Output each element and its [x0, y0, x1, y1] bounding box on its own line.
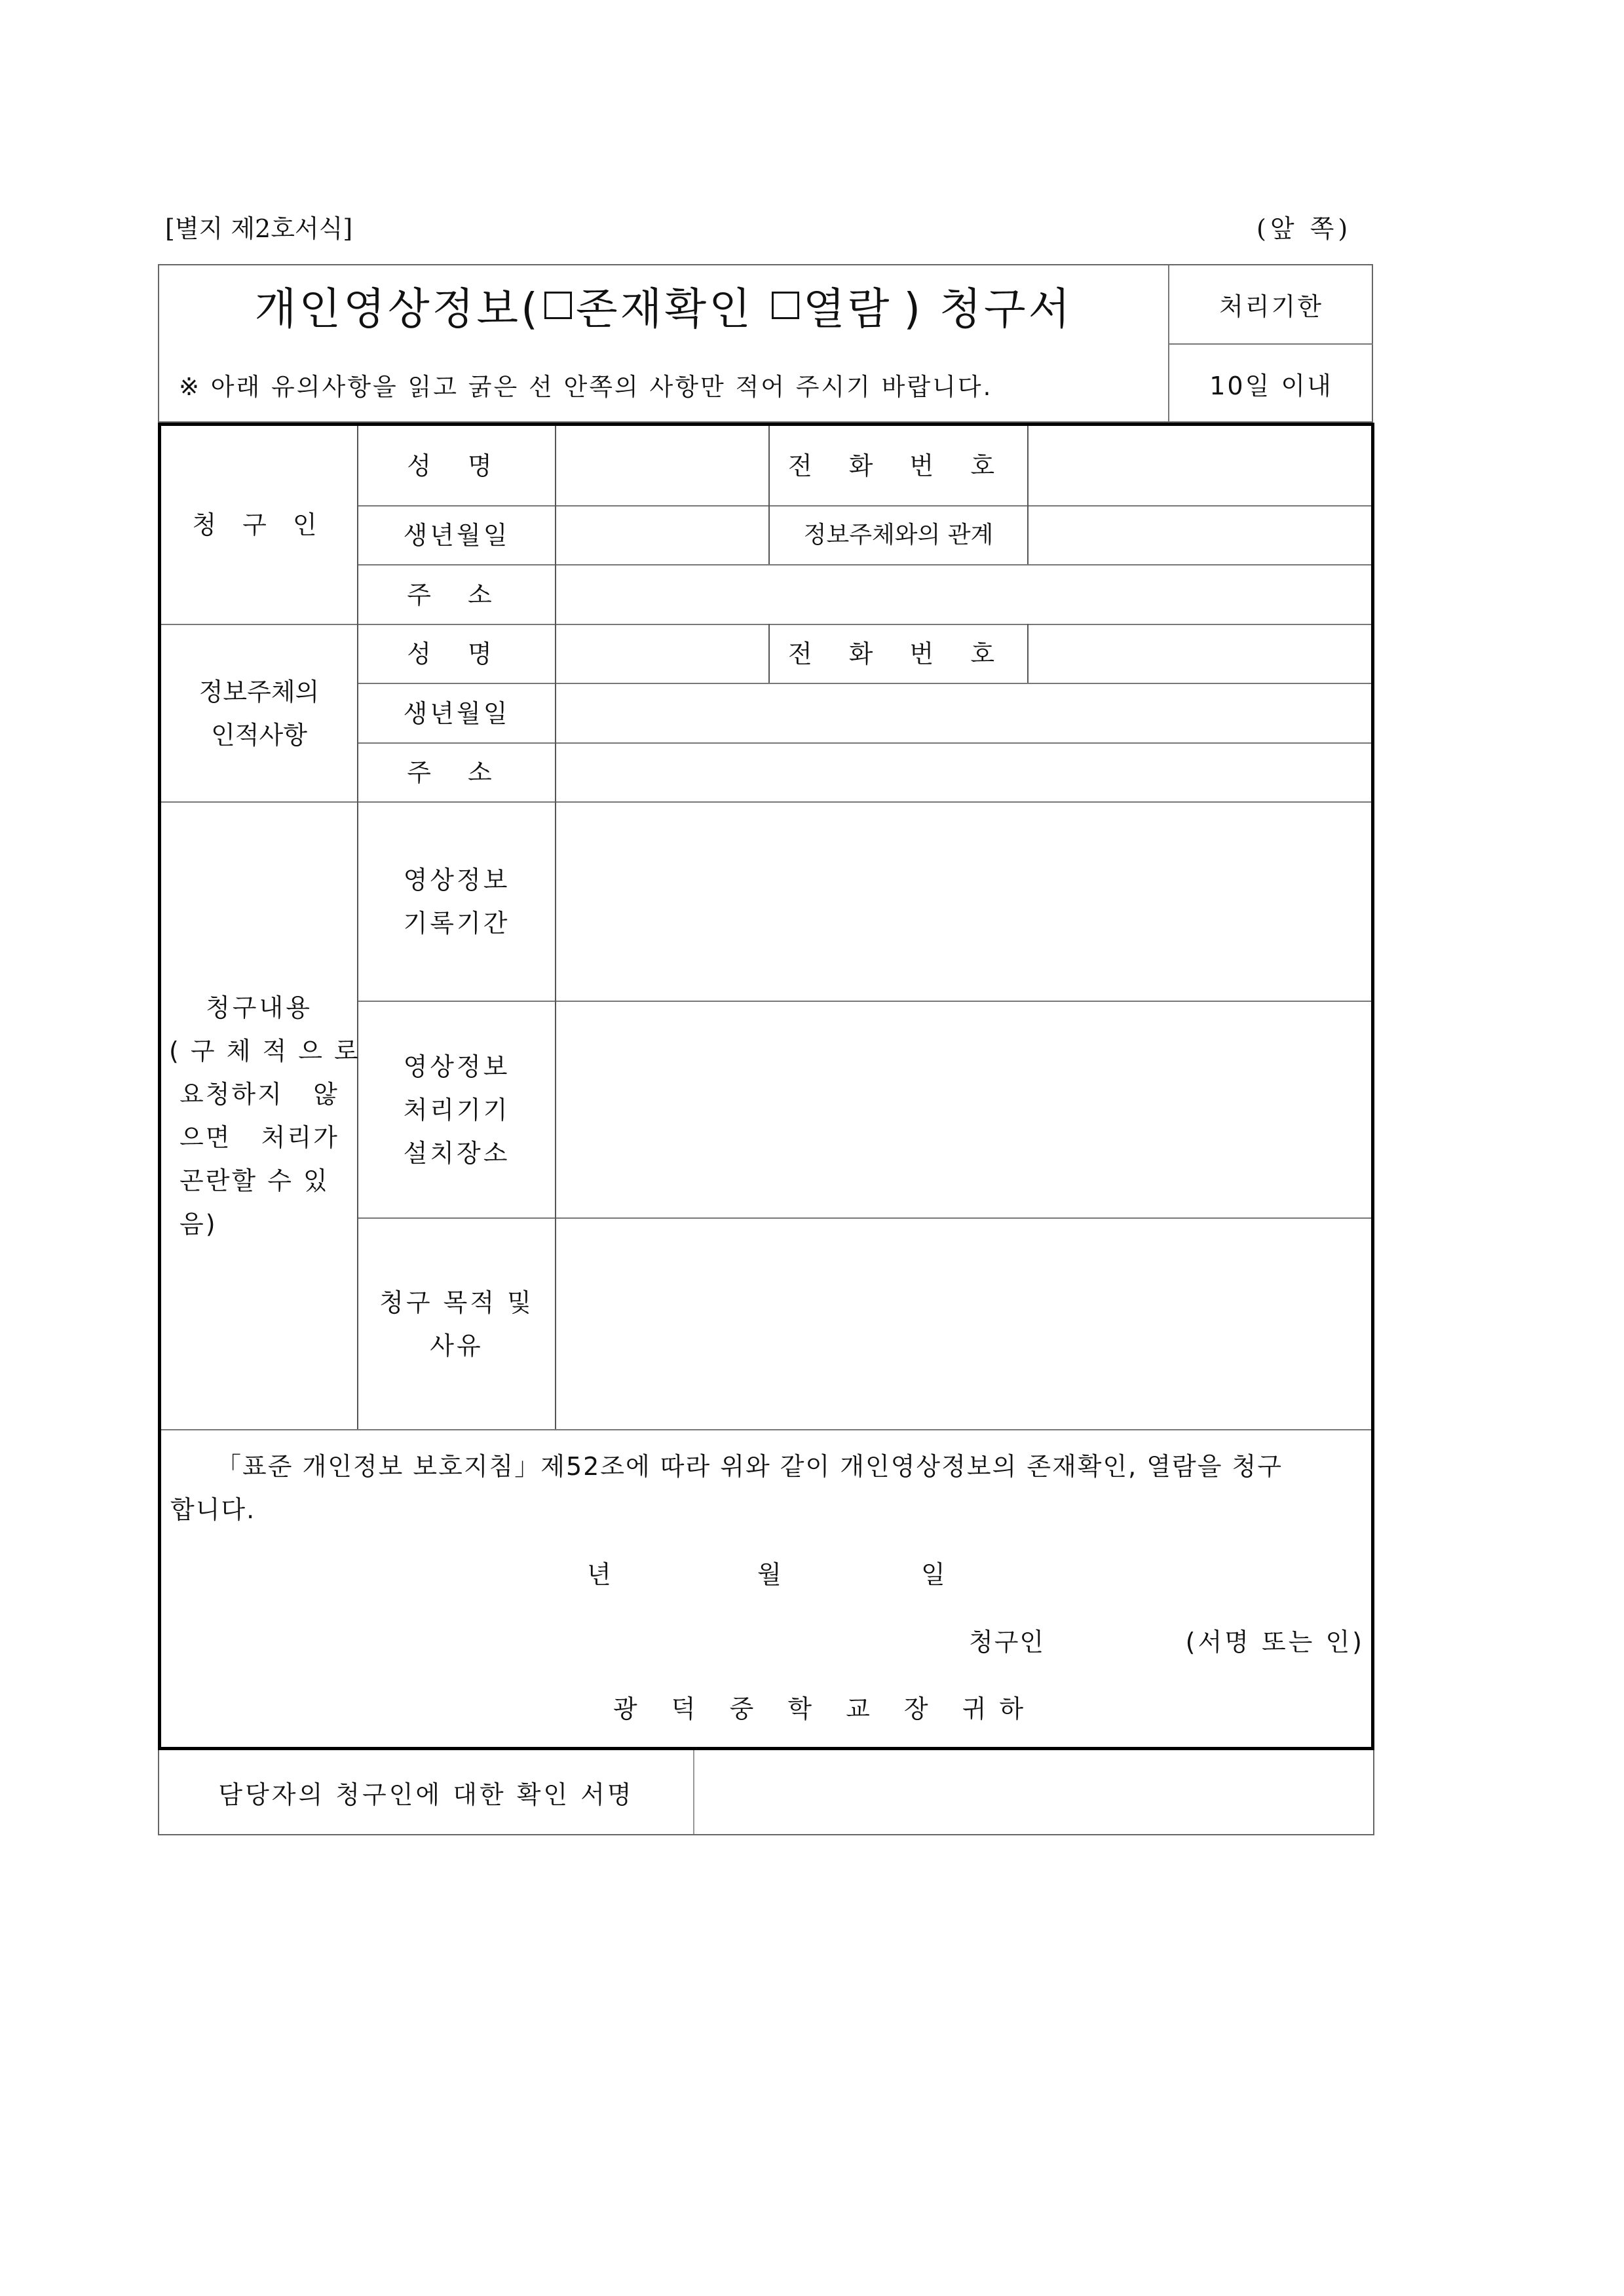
request-label-title: 청구내용 [206, 993, 312, 1022]
requester-phone-field[interactable] [1029, 426, 1371, 505]
subject-birth-label: 생년월일 [403, 698, 510, 728]
subject-address-field[interactable] [556, 744, 1371, 801]
subject-label-line-1: 정보주체의 [198, 677, 320, 706]
subject-section-label [161, 625, 357, 801]
device-location-field[interactable] [556, 1002, 1371, 1217]
staff-confirmation-signature-field[interactable] [694, 1750, 1373, 1834]
request-note-line: 으면 처리가 [179, 1123, 339, 1152]
declaration-text-line-2: 합니다. [170, 1495, 256, 1524]
request-note-line: 요청하지 않 [179, 1080, 339, 1109]
subject-birth-field[interactable] [556, 684, 1371, 742]
staff-confirmation-label: 담당자의 청구인에 대한 확인 서명 [218, 1780, 634, 1809]
recording-period-label [358, 803, 555, 1001]
request-note-line: 음) [179, 1210, 217, 1238]
recipient-principal: 광 덕 중 학 교 장 귀하 [613, 1694, 1037, 1723]
deadline-value: 10일 이내 [1209, 372, 1333, 400]
deadline-label: 처리기한 [1219, 292, 1323, 321]
option-viewing-label: 열람 [803, 284, 892, 334]
device-location-label-line: 설치장소 [403, 1138, 510, 1168]
form-number-label: [별지 제2호서식] [165, 214, 353, 243]
device-location-label [358, 1002, 555, 1217]
declaration-text-line-1: 「표준 개인정보 보호지침」제52조에 따라 위와 같이 개인영상정보의 존재확인, 열람을 청구 [216, 1452, 1283, 1481]
relation-to-subject-label: 정보주체와의 관계 [803, 522, 994, 548]
recording-period-field[interactable] [556, 803, 1371, 1001]
requester-phone-label: 전 화 번 호 [787, 451, 1010, 480]
subject-phone-field[interactable] [1029, 625, 1371, 683]
form-body [158, 423, 1374, 1750]
request-purpose-field[interactable] [556, 1219, 1371, 1429]
subject-label-line-2: 인적사항 [211, 720, 307, 750]
title-suffix: ) 청구서 [903, 284, 1073, 334]
relation-to-subject-field[interactable] [1029, 507, 1371, 564]
requester-birth-label: 생년월일 [403, 521, 510, 550]
title-prefix: 개인영상정보( [254, 284, 540, 334]
option-existence-check-label: 존재확인 [575, 284, 753, 334]
request-note-line: 곤란할 수 있 [179, 1166, 330, 1195]
request-section-label [161, 803, 360, 1429]
checkbox-viewing[interactable] [772, 292, 799, 319]
subject-address-label: 주 소 [407, 758, 506, 787]
date-month-label: 월 [757, 1560, 782, 1589]
date-day-label: 일 [921, 1560, 945, 1589]
requester-address-field[interactable] [556, 565, 1371, 624]
device-location-label-line: 영상정보 [403, 1052, 510, 1081]
request-purpose-label [358, 1219, 555, 1429]
subject-name-field[interactable] [556, 625, 768, 683]
form-title [159, 265, 1168, 345]
date-year-label: 년 [587, 1560, 611, 1589]
request-purpose-label-line: 사유 [430, 1331, 483, 1360]
requester-section-label: 청 구 인 [192, 510, 326, 539]
request-note-line: ( 구 체 적 으 로 [169, 1037, 360, 1065]
signature-or-seal-label: (서명 또는 인) [1185, 1628, 1365, 1656]
subject-name-label: 성 명 [407, 640, 506, 668]
requester-name-label: 성 명 [407, 451, 506, 480]
recording-period-label-line: 영상정보 [403, 866, 510, 894]
requester-birth-field[interactable] [556, 507, 768, 564]
subject-phone-label: 전 화 번 호 [787, 640, 1010, 668]
instructions-notice: ※ 아래 유의사항을 읽고 굵은 선 안쪽의 사항만 적어 주시기 바랍니다. [179, 372, 993, 401]
requester-sign-label: 청구인 [969, 1628, 1046, 1656]
page-side-label: (앞 쪽) [1256, 214, 1352, 243]
staff-confirmation-row [158, 1750, 1374, 1835]
checkbox-existence-check[interactable] [544, 292, 572, 319]
form-header [158, 264, 1373, 423]
section-divider [161, 1429, 1371, 1430]
device-location-label-line: 처리기기 [403, 1095, 510, 1124]
requester-name-field[interactable] [556, 426, 768, 505]
recording-period-label-line: 기록기간 [403, 909, 510, 938]
request-purpose-label-line: 청구 목적 및 [379, 1288, 534, 1317]
requester-address-label: 주 소 [407, 580, 506, 609]
